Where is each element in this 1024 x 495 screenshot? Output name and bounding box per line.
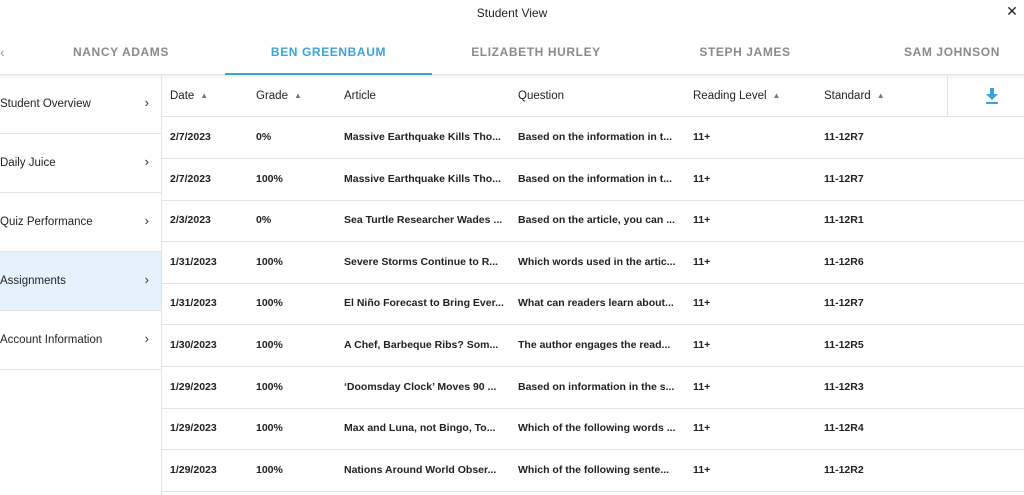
column-header-question: Question (518, 90, 565, 102)
cell-reading-level: 11+ (693, 172, 711, 185)
column-header-date[interactable]: Date ▲ (170, 90, 209, 102)
cell-grade: 100% (256, 380, 283, 393)
sidebar-item-student-overview[interactable] (0, 75, 161, 134)
cell-standard: 11-12R1 (824, 214, 864, 227)
tab-nancy-adams[interactable]: NANCY ADAMS (73, 45, 169, 59)
cell-grade: 100% (256, 255, 283, 268)
cell-standard: 11-12R6 (824, 255, 864, 268)
cell-standard: 11-12R7 (824, 131, 864, 143)
cell-grade: 100% (256, 422, 283, 435)
cell-question: Based on the information in t... (518, 172, 673, 185)
cell-reading-level: 11+ (693, 339, 711, 351)
cell-question: What can readers learn about... (518, 297, 674, 310)
cell-question: Which of the following sente... (518, 463, 670, 476)
cell-grade: 0% (256, 214, 272, 227)
cell-article: A Chef, Barbeque Ribs? Som... (344, 339, 499, 351)
title-bar (0, 0, 1024, 26)
download-icon (985, 88, 999, 104)
sidebar-item-assignments[interactable] (0, 252, 161, 311)
cell-standard: 11-12R7 (824, 172, 864, 185)
cell-date: 1/31/2023 (170, 255, 217, 268)
cell-grade: 100% (256, 172, 283, 185)
cell-reading-level: 11+ (693, 297, 711, 310)
cell-question: Which of the following words ... (518, 422, 676, 435)
cell-date: 1/30/2023 (170, 339, 217, 351)
sidebar-item-label: Student Overview (0, 98, 91, 110)
cell-date: 1/31/2023 (170, 297, 217, 310)
table-row[interactable] (162, 200, 1024, 242)
cell-grade: 0% (256, 131, 272, 143)
cell-grade: 100% (256, 463, 283, 476)
assignments-table (162, 75, 1024, 495)
tab-steph-james[interactable]: STEPH JAMES (699, 45, 791, 59)
cell-reading-level: 11+ (693, 422, 711, 435)
table-row[interactable] (162, 450, 1024, 492)
cell-standard: 11-12R4 (824, 422, 864, 435)
cell-reading-level: 11+ (693, 255, 711, 268)
chevron-right-icon: › (144, 154, 149, 169)
sidebar-item-label: Account Information (0, 334, 103, 346)
chevron-left-icon[interactable]: ‹ (0, 44, 5, 60)
cell-grade: 100% (256, 339, 283, 351)
column-header-reading-level[interactable]: Reading Level ▲ (693, 90, 781, 102)
table-row[interactable] (162, 408, 1024, 450)
cell-question: Which words used in the artic... (518, 255, 676, 268)
cell-question: The author engages the read... (518, 339, 671, 351)
cell-article: ‘Doomsday Clock’ Moves 90 ... (344, 380, 497, 393)
sort-up-icon: ▲ (772, 91, 781, 100)
chevron-right-icon: › (144, 213, 149, 228)
cell-grade: 100% (256, 297, 283, 310)
cell-date: 1/29/2023 (170, 380, 217, 393)
window-title: Student View (476, 6, 548, 20)
table-row[interactable] (162, 117, 1024, 159)
cell-question: Based on the article, you can ... (518, 214, 675, 227)
table-row[interactable] (162, 159, 1024, 201)
tab-elizabeth-hurley[interactable]: ELIZABETH HURLEY (471, 45, 601, 59)
sort-up-icon: ▲ (200, 91, 209, 100)
cell-date: 2/7/2023 (170, 172, 211, 185)
cell-date: 1/29/2023 (170, 463, 217, 476)
close-icon[interactable]: ✕ (1006, 3, 1018, 19)
chevron-right-icon: › (144, 331, 149, 346)
cell-date: 2/7/2023 (170, 131, 211, 143)
column-header-grade[interactable]: Grade ▲ (256, 90, 302, 102)
cell-article: Severe Storms Continue to R... (344, 255, 499, 268)
column-header-standard[interactable]: Standard ▲ (824, 90, 885, 102)
sidebar-item-label: Daily Juice (0, 157, 56, 169)
cell-date: 2/3/2023 (170, 214, 211, 227)
download-button[interactable] (947, 75, 1024, 117)
cell-question: Based on the information in t... (518, 131, 673, 143)
sidebar-item-account-information[interactable] (0, 311, 161, 370)
cell-standard: 11-12R5 (824, 339, 864, 351)
cell-reading-level: 11+ (693, 214, 711, 227)
cell-article: Nations Around World Obser... (344, 463, 497, 476)
cell-reading-level: 11+ (693, 131, 711, 143)
column-header-article: Article (344, 90, 376, 102)
chevron-right-icon: › (144, 95, 149, 110)
cell-standard: 11-12R3 (824, 380, 864, 393)
table-row[interactable] (162, 242, 1024, 284)
student-tabs (0, 26, 1024, 75)
cell-article: Sea Turtle Researcher Wades ... (344, 214, 503, 227)
cell-reading-level: 11+ (693, 463, 711, 476)
cell-article: Max and Luna, not Bingo, To... (344, 422, 496, 435)
cell-article: Massive Earthquake Kills Tho... (344, 172, 501, 185)
sidebar-item-label: Assignments (0, 275, 66, 287)
cell-date: 1/29/2023 (170, 422, 217, 435)
table-row[interactable] (162, 367, 1024, 409)
cell-article: El Niño Forecast to Bring Ever... (344, 297, 504, 310)
tab-sam-johnson[interactable]: SAM JOHNSON (904, 45, 1000, 59)
table-header (162, 75, 1024, 117)
table-row[interactable] (162, 283, 1024, 325)
cell-question: Based on information in the s... (518, 380, 675, 393)
sidebar-item-daily-juice[interactable] (0, 134, 161, 193)
chevron-right-icon: › (144, 272, 149, 287)
cell-standard: 11-12R7 (824, 297, 864, 310)
sidebar (0, 75, 162, 495)
cell-reading-level: 11+ (693, 380, 711, 393)
sort-up-icon: ▲ (293, 91, 302, 100)
cell-standard: 11-12R2 (824, 463, 864, 476)
sort-up-icon: ▲ (876, 91, 885, 100)
table-row[interactable] (162, 325, 1024, 367)
sidebar-item-label: Quiz Performance (0, 216, 93, 228)
sidebar-item-quiz-performance[interactable] (0, 193, 161, 252)
tab-ben-greenbaum[interactable]: BEN GREENBAUM (225, 26, 432, 75)
cell-article: Massive Earthquake Kills Tho... (344, 131, 501, 143)
